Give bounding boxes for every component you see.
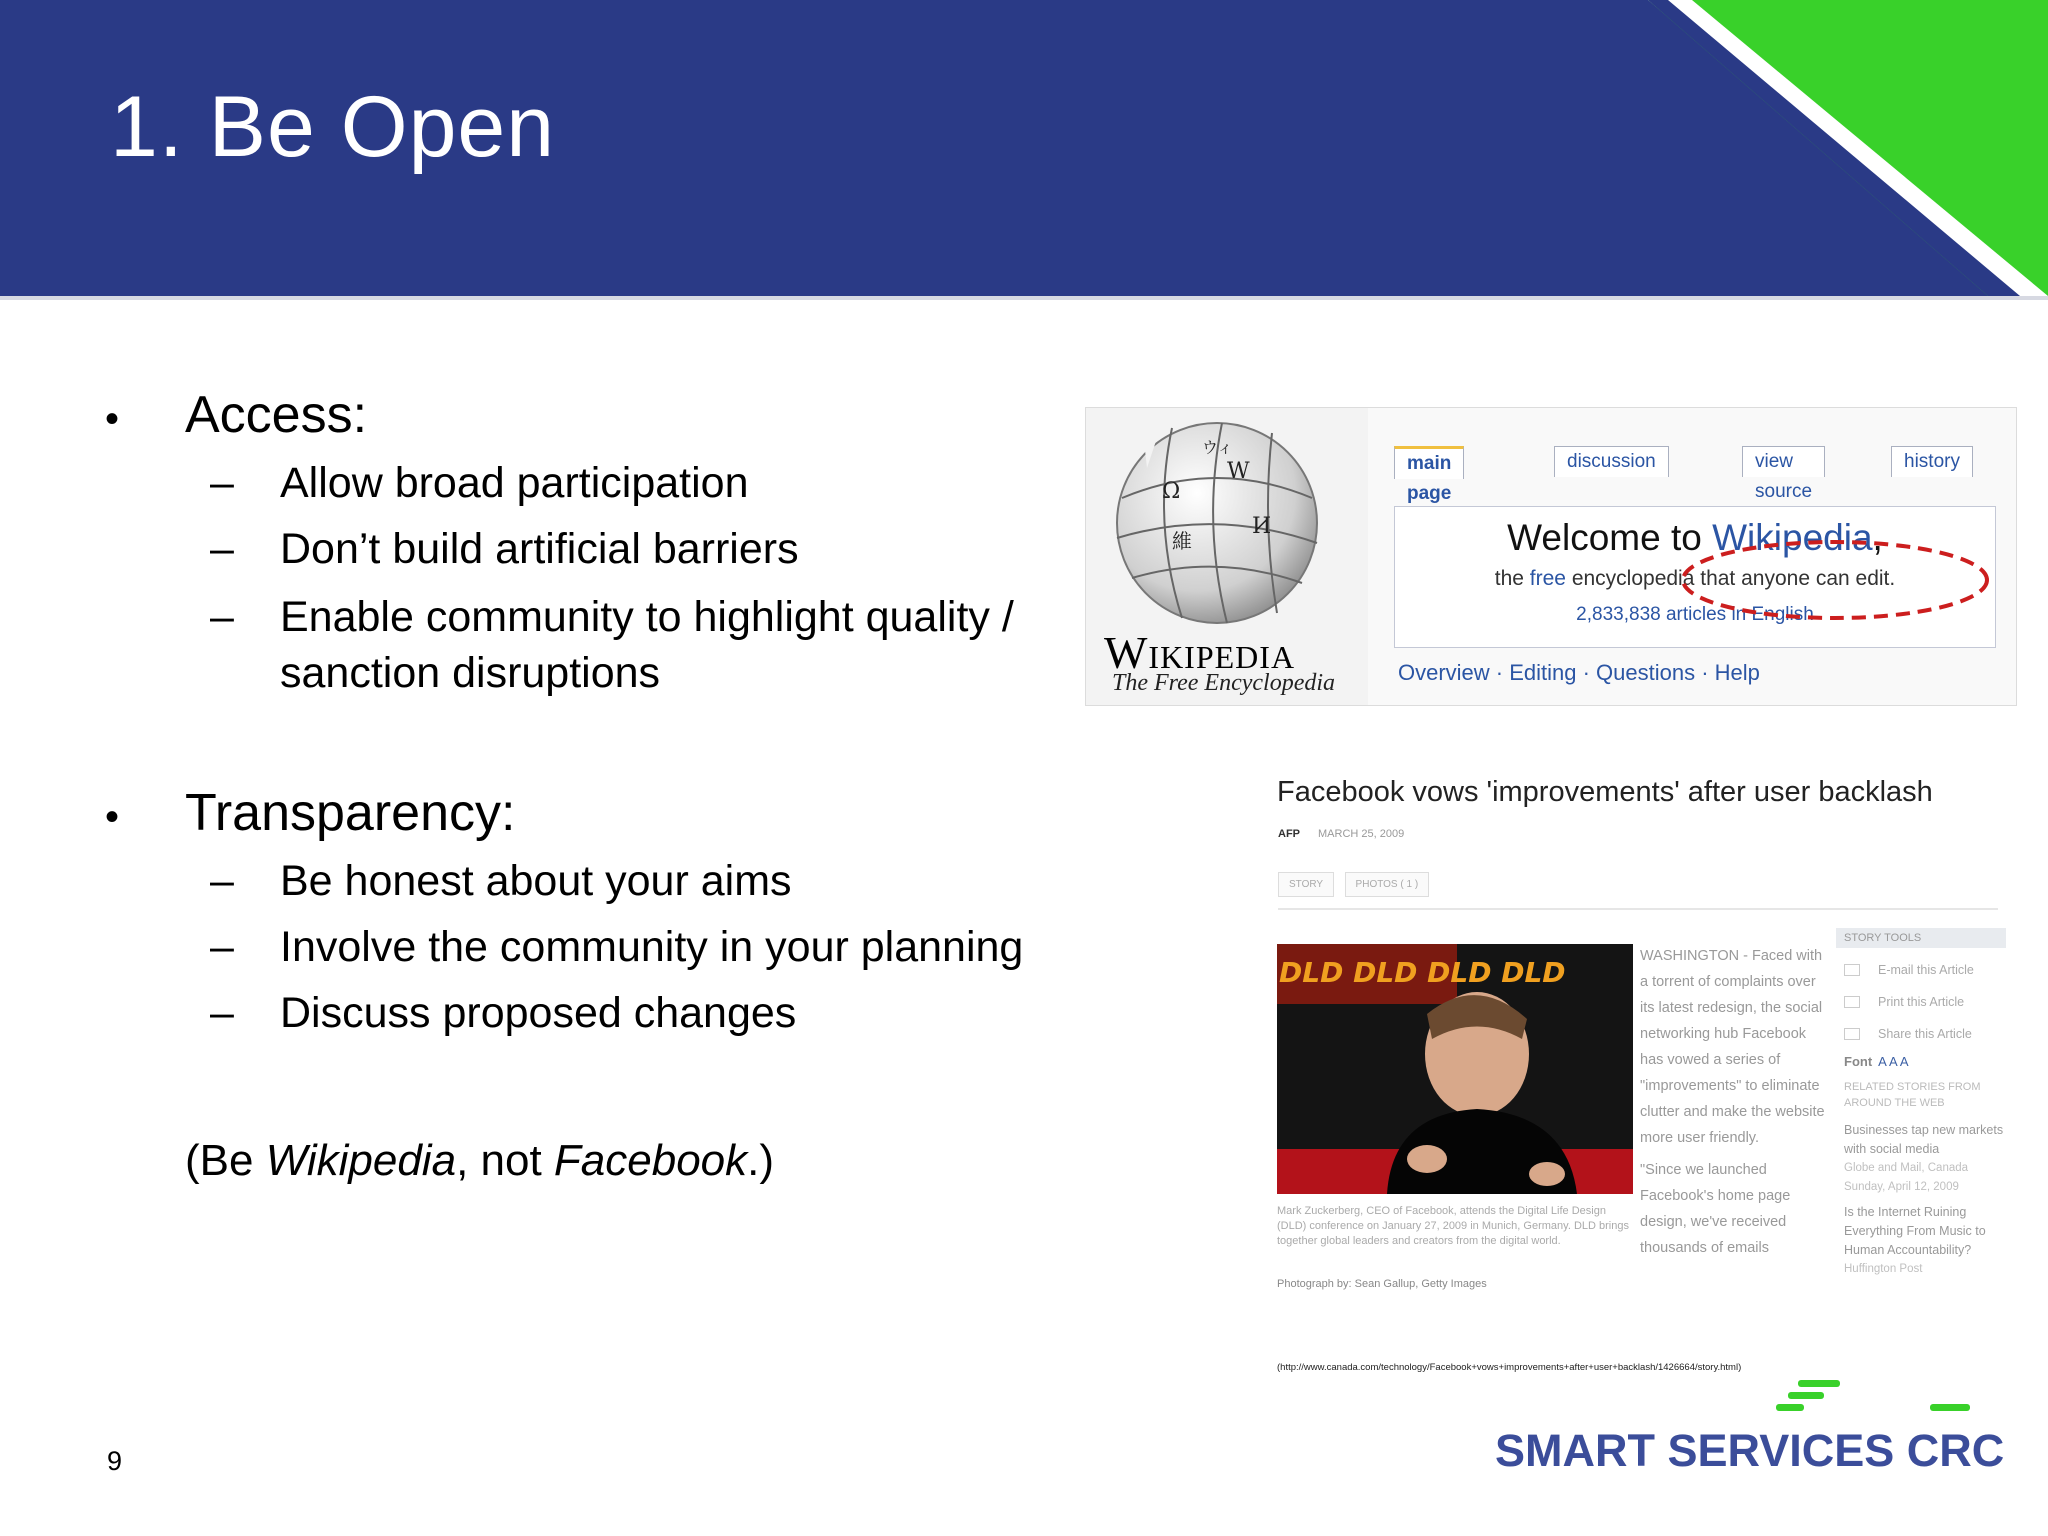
bullet-dot: • <box>105 795 120 839</box>
logo-text: SMART SERVICES CRC <box>1495 1425 2005 1476</box>
access-item: – Allow broad participation <box>210 459 749 507</box>
title-banner <box>0 0 2048 296</box>
news-article-screenshot <box>1270 768 2010 1368</box>
slide-title: 1. Be Open <box>110 79 556 175</box>
article-tabs <box>1278 872 1435 897</box>
wikipedia-wordmark: Wikipedia <box>1104 627 1296 678</box>
red-dashed-annotation <box>1673 528 2003 628</box>
related-story[interactable]: Businesses tap new markets with social media Globe and Mail, Canada Sunday, April 12, 2009 <box>1844 1123 2004 1193</box>
puzzle-globe-icon <box>1102 418 1332 628</box>
photo-caption: Mark Zuckerberg, CEO of Facebook, attends the Digital Life Design (DLD) conference on January 27, 2009 in Munich, Germany. DLD brings together global leaders and creators from the digital world. <box>1277 1205 1629 1247</box>
bullet-dot: • <box>105 397 120 441</box>
smart-services-logo <box>1490 1375 2010 1485</box>
transparency-section <box>105 783 1060 1039</box>
tab-history[interactable]: history <box>1891 446 1973 477</box>
email-icon <box>1844 964 1860 976</box>
source-url: (http://www.canada.com/technology/Facebook+vows+improvements+after+user+backlash/1426664/story.html) <box>1277 1362 1742 1373</box>
tab-main-page[interactable]: main page <box>1394 446 1464 479</box>
wikipedia-tagline: The Free Encyclopedia <box>1112 670 1336 696</box>
transparency-item: – Be honest about your aims <box>210 857 792 905</box>
print-icon <box>1844 996 1860 1008</box>
print-article-link[interactable]: Print this Article <box>1836 986 2006 1018</box>
welcome-heading: Welcome to Wikipedia, <box>1507 517 1883 558</box>
access-item: – Enable community to highlight quality / sanction disruptions <box>210 593 1014 697</box>
transparency-heading: Transparency: <box>185 784 516 842</box>
page-number: 9 <box>107 1446 123 1476</box>
svg-text:И: И <box>1252 514 1272 539</box>
wikipedia-help-links[interactable]: Overview · Editing · Questions · Help <box>1398 660 1760 685</box>
article-headline: Facebook vows 'improvements' after user backlash <box>1277 776 1933 808</box>
svg-text:Ω: Ω <box>1162 479 1181 504</box>
wikipedia-logo-panel <box>1086 408 1368 705</box>
article-photo <box>1277 944 1633 1194</box>
tab-photos[interactable]: PHOTOS ( 1 ) <box>1345 872 1430 897</box>
access-item: – Don’t build artificial barriers <box>210 525 799 573</box>
story-tools-heading: STORY TOOLS <box>1836 928 2006 948</box>
svg-text:維: 維 <box>1172 529 1192 553</box>
transparency-item: – Involve the community in your planning <box>210 923 1024 971</box>
banner-shadow <box>0 296 2048 300</box>
transparency-item: – Discuss proposed changes <box>210 989 797 1037</box>
tab-story[interactable]: STORY <box>1278 872 1334 897</box>
story-tools-sidebar <box>1836 928 2006 1285</box>
article-body: WASHINGTON - Faced with a torrent of complaints over its latest redesign, the social networking hub Facebook has vowed a series of "improvements" to eliminate clutter and make the website more user friendly. "Since we launched Facebook's home page design, we've received thousands of emails <box>1640 948 1825 1256</box>
related-stories-heading: RELATED STORIES FROM AROUND THE WEB <box>1844 1081 1981 1109</box>
closing-note: (Be Wikipedia, not Facebook.) <box>185 1136 775 1185</box>
photo-banner: DLD DLD DLD DLD <box>1279 956 1566 989</box>
tab-view-source[interactable]: view source <box>1742 446 1825 477</box>
photo-credit: Photograph by: Sean Gallup, Getty Images <box>1277 1278 1487 1290</box>
email-article-link[interactable]: E-mail this Article <box>1836 954 2006 986</box>
article-count: 2,833,838 articles in English <box>1576 604 1814 625</box>
access-section <box>105 385 1060 701</box>
share-icon <box>1844 1028 1860 1040</box>
share-article-link[interactable]: Share this Article <box>1836 1018 2006 1050</box>
svg-text:ウィ: ウィ <box>1202 438 1234 457</box>
access-heading: Access: <box>185 386 368 444</box>
wikipedia-screenshot <box>1085 407 2017 706</box>
welcome-subtitle: the free encyclopedia that anyone can edit. <box>1494 567 1896 590</box>
font-size-control[interactable]: Font A A A <box>1844 1054 1909 1069</box>
related-story[interactable]: Is the Internet Ruining Everything From Music to Human Accountability? Huffington Post <box>1844 1205 1986 1275</box>
tab-discussion[interactable]: discussion <box>1554 446 1669 477</box>
divider <box>1278 908 1998 910</box>
corner-accent <box>1648 0 2048 296</box>
svg-text:W: W <box>1227 459 1250 484</box>
article-meta: AFP MARCH 25, 2009 <box>1278 828 1405 840</box>
